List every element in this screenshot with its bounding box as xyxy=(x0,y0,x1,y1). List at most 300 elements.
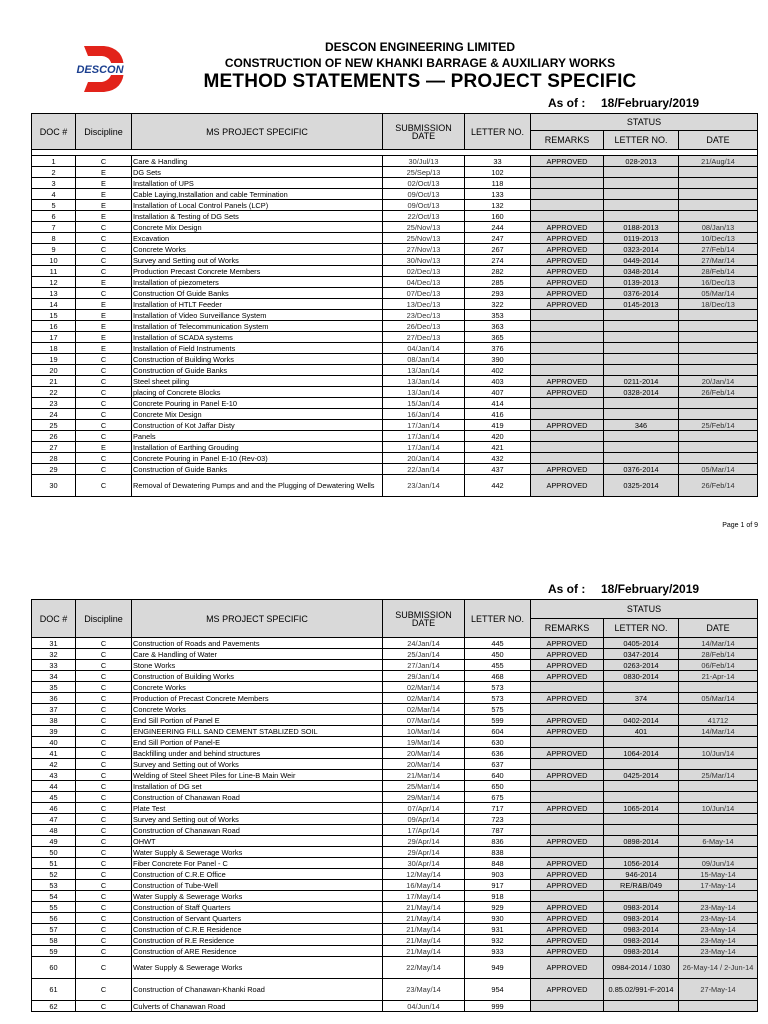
discipline: E xyxy=(76,167,132,178)
table-row xyxy=(32,464,758,475)
submission-date: 09/Apr/14 xyxy=(383,814,465,825)
status-letter-number xyxy=(604,1001,679,1012)
discipline: C xyxy=(76,869,132,880)
letter-number: 160 xyxy=(465,211,531,222)
status-letter-number: 1056-2014 xyxy=(604,858,679,869)
table-row xyxy=(32,288,758,299)
document-title: METHOD STATEMENTS — PROJECT SPECIFIC xyxy=(203,71,637,92)
col-ms: MS PROJECT SPECIFIC xyxy=(132,114,383,150)
status-letter-number: 0983-2014 xyxy=(604,902,679,913)
status-remarks: APPROVED xyxy=(531,464,604,475)
submission-date: 07/Mar/14 xyxy=(383,715,465,726)
submission-date: 04/Jan/14 xyxy=(383,343,465,354)
ms-title: Installation & Testing of DG Sets xyxy=(132,211,383,222)
letter-number: 403 xyxy=(465,376,531,387)
status-date xyxy=(679,310,758,321)
doc-number: 28 xyxy=(32,453,76,464)
discipline: C xyxy=(76,726,132,737)
status-date xyxy=(679,453,758,464)
table-row xyxy=(32,365,758,376)
status-letter-number: 346 xyxy=(604,420,679,431)
ms-title: Installation of Video Surveillance System xyxy=(132,310,383,321)
table-row xyxy=(32,638,758,649)
submission-date: 15/Jan/14 xyxy=(383,398,465,409)
letter-number: 929 xyxy=(465,902,531,913)
table-row xyxy=(32,759,758,770)
status-remarks: APPROVED xyxy=(531,770,604,781)
table-row xyxy=(32,442,758,453)
status-remarks xyxy=(531,825,604,836)
ms-title: Installation of Local Control Panels (LCP) xyxy=(132,200,383,211)
table-row xyxy=(32,649,758,660)
status-date: 23-May-14 xyxy=(679,902,758,913)
status-letter-number: RE/R&B/049 xyxy=(604,880,679,891)
ms-title: Production of Precast Concrete Members xyxy=(132,693,383,704)
ms-title: Concrete Works xyxy=(132,704,383,715)
status-letter-number xyxy=(604,814,679,825)
status-remarks xyxy=(531,1001,604,1012)
status-remarks: APPROVED xyxy=(531,255,604,266)
table-row xyxy=(32,376,758,387)
letter-number: 640 xyxy=(465,770,531,781)
table-row xyxy=(32,277,758,288)
col-status-letter: LETTER NO. xyxy=(604,131,679,150)
doc-number: 47 xyxy=(32,814,76,825)
status-remarks xyxy=(531,332,604,343)
doc-number: 57 xyxy=(32,924,76,935)
discipline: E xyxy=(76,178,132,189)
discipline: E xyxy=(76,211,132,222)
status-letter-number xyxy=(604,343,679,354)
as-of-label-2: As of : xyxy=(548,582,586,596)
status-remarks xyxy=(531,682,604,693)
doc-number: 35 xyxy=(32,682,76,693)
status-date xyxy=(679,398,758,409)
ms-title: Concrete Pouring in Panel E-10 xyxy=(132,398,383,409)
status-date: 05/Mar/14 xyxy=(679,693,758,704)
status-remarks: APPROVED xyxy=(531,649,604,660)
status-letter-number: 0983-2014 xyxy=(604,924,679,935)
status-date: 09/Jun/14 xyxy=(679,858,758,869)
ms-title: Installation of UPS xyxy=(132,178,383,189)
status-date: 27/Mar/14 xyxy=(679,255,758,266)
discipline: C xyxy=(76,398,132,409)
status-letter-number xyxy=(604,354,679,365)
status-remarks: APPROVED xyxy=(531,726,604,737)
letter-number: 836 xyxy=(465,836,531,847)
discipline: C xyxy=(76,288,132,299)
status-remarks: APPROVED xyxy=(531,156,604,167)
doc-number: 22 xyxy=(32,387,76,398)
submission-date: 30/Jul/13 xyxy=(383,156,465,167)
table-row xyxy=(32,924,758,935)
submission-date: 02/Oct/13 xyxy=(383,178,465,189)
discipline: C xyxy=(76,979,132,1001)
table-row xyxy=(32,299,758,310)
ms-title: Installation of SCADA systems xyxy=(132,332,383,343)
submission-date: 20/Mar/14 xyxy=(383,748,465,759)
submission-date: 24/Jan/14 xyxy=(383,638,465,649)
letter-number: 604 xyxy=(465,726,531,737)
discipline: C xyxy=(76,770,132,781)
status-date xyxy=(679,737,758,748)
discipline: C xyxy=(76,244,132,255)
status-date xyxy=(679,167,758,178)
status-date xyxy=(679,847,758,858)
status-date: 17-May-14 xyxy=(679,880,758,891)
table-row xyxy=(32,891,758,902)
status-letter-number xyxy=(604,453,679,464)
status-remarks: APPROVED xyxy=(531,957,604,979)
submission-date: 22/Jan/14 xyxy=(383,464,465,475)
table-row xyxy=(32,332,758,343)
status-date: 10/Jun/14 xyxy=(679,803,758,814)
discipline: E xyxy=(76,321,132,332)
status-date: 28/Feb/14 xyxy=(679,266,758,277)
discipline: C xyxy=(76,748,132,759)
letter-number: 455 xyxy=(465,660,531,671)
status-remarks: APPROVED xyxy=(531,946,604,957)
submission-date: 21/Mar/14 xyxy=(383,770,465,781)
status-remarks: APPROVED xyxy=(531,924,604,935)
doc-number: 45 xyxy=(32,792,76,803)
table-row xyxy=(32,671,758,682)
letter-number: 407 xyxy=(465,387,531,398)
doc-number: 29 xyxy=(32,464,76,475)
letter-number: 933 xyxy=(465,946,531,957)
discipline: C xyxy=(76,453,132,464)
logo-text: DESCON xyxy=(76,64,124,76)
status-letter-number: 0323-2014 xyxy=(604,244,679,255)
ms-title: Backfilling under and behind structures xyxy=(132,748,383,759)
status-remarks xyxy=(531,343,604,354)
submission-date: 29/Jan/14 xyxy=(383,671,465,682)
table-row xyxy=(32,200,758,211)
ms-title: DG Sets xyxy=(132,167,383,178)
status-remarks: APPROVED xyxy=(531,376,604,387)
submission-date: 21/May/14 xyxy=(383,946,465,957)
ms-title: Construction of Servant Quarters xyxy=(132,913,383,924)
letter-number: 636 xyxy=(465,748,531,759)
ms-title: End Sill Portion of Panel E xyxy=(132,715,383,726)
ms-title: Installation of Earthing Grouding xyxy=(132,442,383,453)
ms-title: Excavation xyxy=(132,233,383,244)
letter-number: 787 xyxy=(465,825,531,836)
status-remarks xyxy=(531,453,604,464)
ms-title: Concrete Works xyxy=(132,682,383,693)
discipline: C xyxy=(76,409,132,420)
table-row xyxy=(32,255,758,266)
ms-title: Construction of Building Works xyxy=(132,671,383,682)
status-letter-number xyxy=(604,310,679,321)
doc-number: 41 xyxy=(32,748,76,759)
status-date: 27-May-14 xyxy=(679,979,758,1001)
col-discipline: Discipline xyxy=(76,600,132,638)
status-remarks: APPROVED xyxy=(531,222,604,233)
discipline: C xyxy=(76,638,132,649)
letter-number: 133 xyxy=(465,189,531,200)
status-date: 21-Apr-14 xyxy=(679,671,758,682)
doc-number: 14 xyxy=(32,299,76,310)
doc-number: 34 xyxy=(32,671,76,682)
letter-number: 432 xyxy=(465,453,531,464)
discipline: E xyxy=(76,332,132,343)
submission-date: 07/Apr/14 xyxy=(383,803,465,814)
table-row xyxy=(32,836,758,847)
table-row xyxy=(32,935,758,946)
submission-date: 29/Apr/14 xyxy=(383,847,465,858)
discipline: E xyxy=(76,200,132,211)
doc-number: 7 xyxy=(32,222,76,233)
col-submission: SUBMISSION DATE xyxy=(383,600,465,638)
submission-date: 02/Mar/14 xyxy=(383,682,465,693)
status-letter-number: 0263-2014 xyxy=(604,660,679,671)
submission-date: 23/Dec/13 xyxy=(383,310,465,321)
status-remarks xyxy=(531,847,604,858)
status-date xyxy=(679,891,758,902)
discipline: C xyxy=(76,891,132,902)
submission-date: 04/Dec/13 xyxy=(383,277,465,288)
status-date xyxy=(679,759,758,770)
status-remarks xyxy=(531,442,604,453)
status-date: 25/Feb/14 xyxy=(679,420,758,431)
col-discipline: Discipline xyxy=(76,114,132,150)
ms-title: Construction of Guide Banks xyxy=(132,464,383,475)
table-row xyxy=(32,792,758,803)
status-letter-number xyxy=(604,781,679,792)
status-remarks xyxy=(531,409,604,420)
status-remarks xyxy=(531,398,604,409)
doc-number: 56 xyxy=(32,913,76,924)
status-letter-number: 0188-2013 xyxy=(604,222,679,233)
letter-number: 450 xyxy=(465,649,531,660)
ms-title: Care & Handling xyxy=(132,156,383,167)
letter-number: 118 xyxy=(465,178,531,189)
doc-number: 27 xyxy=(32,442,76,453)
letter-number: 353 xyxy=(465,310,531,321)
status-date xyxy=(679,365,758,376)
submission-date: 29/Apr/14 xyxy=(383,836,465,847)
status-date xyxy=(679,792,758,803)
table-row xyxy=(32,354,758,365)
table-row xyxy=(32,957,758,979)
doc-number: 33 xyxy=(32,660,76,671)
discipline: C xyxy=(76,902,132,913)
as-of-label: As of : xyxy=(548,96,586,110)
col-status: STATUS xyxy=(531,600,758,619)
doc-number: 17 xyxy=(32,332,76,343)
status-letter-number: 1065-2014 xyxy=(604,803,679,814)
ms-title: Construction Of Guide Banks xyxy=(132,288,383,299)
submission-date: 25/Nov/13 xyxy=(383,222,465,233)
status-remarks xyxy=(531,200,604,211)
table-row xyxy=(32,233,758,244)
letter-number: 132 xyxy=(465,200,531,211)
discipline: C xyxy=(76,255,132,266)
submission-date: 02/Mar/14 xyxy=(383,693,465,704)
doc-number: 31 xyxy=(32,638,76,649)
ms-title: OHWT xyxy=(132,836,383,847)
col-date: DATE xyxy=(679,131,758,150)
table-row xyxy=(32,660,758,671)
ms-title: Culverts of Chanawan Road xyxy=(132,1001,383,1012)
letter-number: 421 xyxy=(465,442,531,453)
ms-title: Construction of Chanawan-Khanki Road xyxy=(132,979,383,1001)
table-row xyxy=(32,156,758,167)
status-date xyxy=(679,178,758,189)
discipline: C xyxy=(76,825,132,836)
submission-date: 17/Apr/14 xyxy=(383,825,465,836)
page-number: Page 1 of 9 xyxy=(722,522,758,529)
status-date: 06/Feb/14 xyxy=(679,660,758,671)
table-row xyxy=(32,847,758,858)
status-letter-number: 0983-2014 xyxy=(604,946,679,957)
table-row xyxy=(32,902,758,913)
doc-number: 58 xyxy=(32,935,76,946)
discipline: C xyxy=(76,693,132,704)
discipline: E xyxy=(76,189,132,200)
doc-number: 46 xyxy=(32,803,76,814)
status-date xyxy=(679,343,758,354)
discipline: C xyxy=(76,660,132,671)
as-of-date-2: 18/February/2019 xyxy=(601,582,700,596)
ms-title: Construction of C.R.E Residence xyxy=(132,924,383,935)
as-of-date: 18/February/2019 xyxy=(601,96,700,110)
doc-number: 8 xyxy=(32,233,76,244)
discipline: C xyxy=(76,376,132,387)
discipline: C xyxy=(76,475,132,497)
doc-number: 39 xyxy=(32,726,76,737)
ms-title: Concrete Works xyxy=(132,244,383,255)
submission-date: 30/Nov/13 xyxy=(383,255,465,266)
submission-date: 25/Sep/13 xyxy=(383,167,465,178)
status-date xyxy=(679,321,758,332)
col-doc: DOC # xyxy=(32,600,76,638)
discipline: C xyxy=(76,365,132,376)
status-date: 16/Dec/13 xyxy=(679,277,758,288)
discipline: C xyxy=(76,946,132,957)
doc-number: 4 xyxy=(32,189,76,200)
status-remarks: APPROVED xyxy=(531,671,604,682)
status-letter-number xyxy=(604,737,679,748)
status-letter-number xyxy=(604,792,679,803)
col-status-letter: LETTER NO. xyxy=(604,619,679,638)
status-date: 20/Jan/14 xyxy=(679,376,758,387)
doc-number: 10 xyxy=(32,255,76,266)
discipline: C xyxy=(76,759,132,770)
status-date xyxy=(679,332,758,343)
table-row xyxy=(32,222,758,233)
ms-title: Production Precast Concrete Members xyxy=(132,266,383,277)
status-date: 14/Mar/14 xyxy=(679,726,758,737)
table-row xyxy=(32,946,758,957)
status-date: 10/Jun/14 xyxy=(679,748,758,759)
status-date: 26/Feb/14 xyxy=(679,475,758,497)
discipline: C xyxy=(76,957,132,979)
submission-date: 02/Dec/13 xyxy=(383,266,465,277)
col-date: DATE xyxy=(679,619,758,638)
table-row xyxy=(32,1001,758,1012)
ms-title: Construction of Chanawan Road xyxy=(132,792,383,803)
letter-number: 247 xyxy=(465,233,531,244)
col-remarks: REMARKS xyxy=(531,131,604,150)
doc-number: 44 xyxy=(32,781,76,792)
submission-date: 17/May/14 xyxy=(383,891,465,902)
discipline: C xyxy=(76,924,132,935)
table-row xyxy=(32,475,758,497)
status-date xyxy=(679,781,758,792)
ms-title: Removal of Dewatering Pumps and and the Plugging of Dewatering Wells xyxy=(132,475,383,497)
status-remarks: APPROVED xyxy=(531,277,604,288)
status-letter-number: 0145-2013 xyxy=(604,299,679,310)
status-remarks xyxy=(531,781,604,792)
discipline: C xyxy=(76,420,132,431)
discipline: C xyxy=(76,233,132,244)
status-date: 27/Feb/14 xyxy=(679,244,758,255)
doc-number: 53 xyxy=(32,880,76,891)
ms-title: Survey and Setting out of Works xyxy=(132,255,383,266)
letter-number: 274 xyxy=(465,255,531,266)
ms-title: Construction of Tube-Well xyxy=(132,880,383,891)
letter-number: 637 xyxy=(465,759,531,770)
letter-number: 954 xyxy=(465,979,531,1001)
submission-date: 04/Jun/14 xyxy=(383,1001,465,1012)
table-row xyxy=(32,704,758,715)
table-row xyxy=(32,453,758,464)
status-date: 05/Mar/14 xyxy=(679,464,758,475)
letter-number: 244 xyxy=(465,222,531,233)
doc-number: 1 xyxy=(32,156,76,167)
ms-title: Fiber Concrete For Panel - C xyxy=(132,858,383,869)
doc-number: 6 xyxy=(32,211,76,222)
status-letter-number xyxy=(604,321,679,332)
letter-number: 838 xyxy=(465,847,531,858)
status-date: 26/Feb/14 xyxy=(679,387,758,398)
status-remarks xyxy=(531,792,604,803)
doc-number: 52 xyxy=(32,869,76,880)
status-remarks: APPROVED xyxy=(531,979,604,1001)
letter-number: 903 xyxy=(465,869,531,880)
letter-number: 723 xyxy=(465,814,531,825)
status-remarks: APPROVED xyxy=(531,902,604,913)
status-remarks xyxy=(531,759,604,770)
submission-date: 13/Jan/14 xyxy=(383,376,465,387)
status-letter-number xyxy=(604,200,679,211)
table-row xyxy=(32,266,758,277)
discipline: C xyxy=(76,737,132,748)
status-date: 10/Dec/13 xyxy=(679,233,758,244)
table-row xyxy=(32,178,758,189)
col-ms: MS PROJECT SPECIFIC xyxy=(132,600,383,638)
status-letter-number: 0983-2014 xyxy=(604,935,679,946)
letter-number: 376 xyxy=(465,343,531,354)
status-remarks: APPROVED xyxy=(531,748,604,759)
status-remarks: APPROVED xyxy=(531,803,604,814)
table-row xyxy=(32,726,758,737)
discipline: C xyxy=(76,387,132,398)
status-letter-number: 0211-2014 xyxy=(604,376,679,387)
letter-number: 650 xyxy=(465,781,531,792)
ms-title: Water Supply & Sewerage Works xyxy=(132,847,383,858)
status-letter-number: 028-2013 xyxy=(604,156,679,167)
status-letter-number: 1064-2014 xyxy=(604,748,679,759)
ms-title: Concrete Pouring in Panel E-10 (Rev-03) xyxy=(132,453,383,464)
submission-date: 17/Jan/14 xyxy=(383,431,465,442)
col-letter: LETTER NO. xyxy=(465,600,531,638)
status-remarks xyxy=(531,189,604,200)
letter-number: 437 xyxy=(465,464,531,475)
status-letter-number xyxy=(604,704,679,715)
